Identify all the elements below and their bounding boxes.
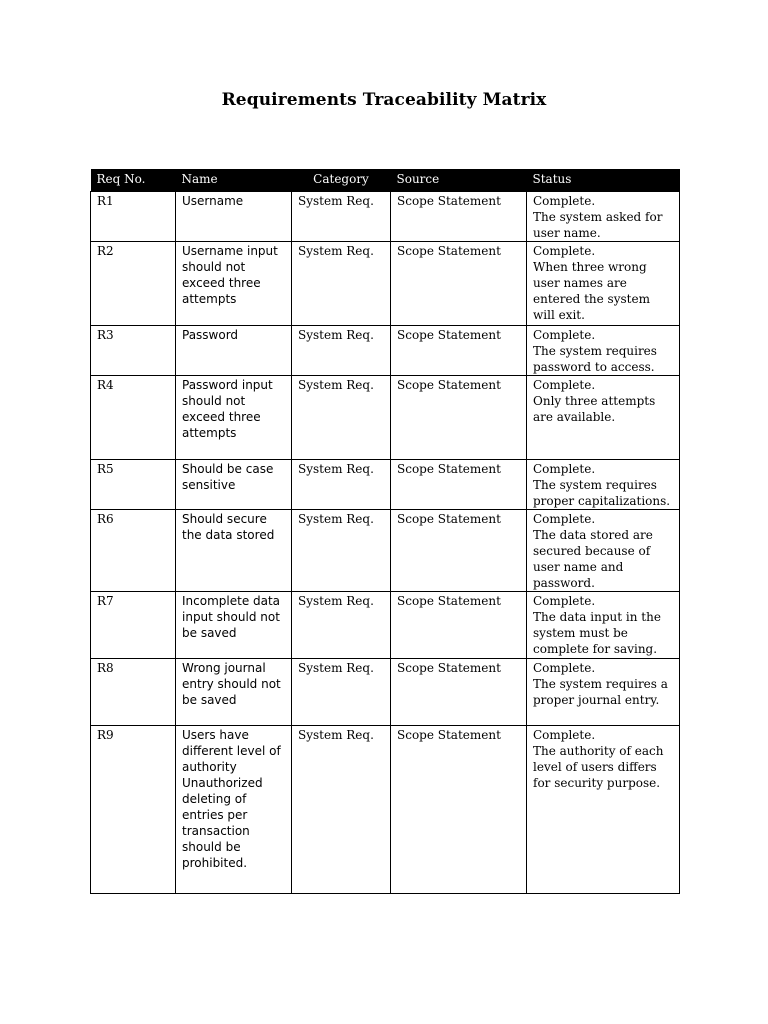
header-name: Name	[176, 169, 292, 192]
source-cell: Scope Statement	[391, 192, 527, 242]
req-no-cell: R4	[91, 376, 176, 460]
header-category: Category	[292, 169, 391, 192]
table-row	[91, 326, 680, 376]
source-cell: Scope Statement	[391, 726, 527, 894]
req-no-cell: R2	[91, 242, 176, 326]
req-no-cell: R1	[91, 192, 176, 242]
category-cell: System Req.	[292, 460, 391, 510]
name-cell: Username input should not exceed three attempts	[176, 242, 292, 326]
status-text: Complete. The system requires proper capitalizations.	[533, 462, 671, 508]
source-cell: Scope Statement	[391, 592, 527, 659]
table-row	[91, 460, 680, 510]
status-cell	[527, 726, 680, 894]
category-cell: System Req.	[292, 192, 391, 242]
name-cell: Should secure the data stored	[176, 510, 292, 592]
req-no-cell: R3	[91, 326, 176, 376]
header-req-no: Req No.	[91, 169, 176, 192]
name-cell: Username	[176, 192, 292, 242]
status-text: Complete. The data input in the system must be complete for saving.	[533, 594, 661, 656]
req-no-cell: R7	[91, 592, 176, 659]
table-row	[91, 192, 680, 242]
category-cell: System Req.	[292, 659, 391, 726]
header-source: Source	[391, 169, 527, 192]
category-cell: System Req.	[292, 726, 391, 894]
table-row	[91, 659, 680, 726]
req-no-cell: R9	[91, 726, 176, 894]
status-cell	[527, 192, 680, 242]
category-cell: System Req.	[292, 592, 391, 659]
name-cell: Wrong journal entry should not be saved	[176, 659, 292, 726]
table-row	[91, 510, 680, 592]
name-cell: Incomplete data input should not be saved	[176, 592, 292, 659]
source-cell: Scope Statement	[391, 659, 527, 726]
status-text: Complete. The authority of each level of users differs for security purpose.	[533, 728, 664, 790]
name-cell: Users have different level of authority Unauthorized deleting of entries per transaction should be prohibited.	[176, 726, 292, 894]
name-cell: Password	[176, 326, 292, 376]
status-cell	[527, 376, 680, 460]
status-cell	[527, 592, 680, 659]
category-cell: System Req.	[292, 326, 391, 376]
header-row	[91, 169, 680, 192]
status-cell	[527, 326, 680, 376]
table-row	[91, 726, 680, 894]
category-cell: System Req.	[292, 376, 391, 460]
table-row	[91, 376, 680, 460]
status-text: Complete. When three wrong user names are entered the system will exit.	[533, 244, 650, 322]
status-text: Complete. The data stored are secured because of user name and password.	[533, 512, 653, 590]
source-cell: Scope Statement	[391, 376, 527, 460]
status-cell	[527, 242, 680, 326]
category-cell: System Req.	[292, 242, 391, 326]
name-cell: Password input should not exceed three attempts	[176, 376, 292, 460]
req-no-cell: R5	[91, 460, 176, 510]
status-cell	[527, 460, 680, 510]
req-no-cell: R8	[91, 659, 176, 726]
status-text: Complete. The system asked for user name.	[533, 194, 663, 240]
header-status: Status	[527, 169, 680, 192]
status-text: Complete. The system requires a proper journal entry.	[533, 661, 668, 707]
table-row	[91, 242, 680, 326]
page-title: Requirements Traceability Matrix	[221, 90, 547, 110]
req-no-cell: R6	[91, 510, 176, 592]
status-cell	[527, 510, 680, 592]
status-text: Complete. The system requires password to access.	[533, 328, 657, 374]
source-cell: Scope Statement	[391, 460, 527, 510]
source-cell: Scope Statement	[391, 510, 527, 592]
category-cell: System Req.	[292, 510, 391, 592]
status-cell	[527, 659, 680, 726]
name-cell: Should be case sensitive	[176, 460, 292, 510]
traceability-table	[90, 169, 680, 894]
table-row	[91, 592, 680, 659]
source-cell: Scope Statement	[391, 326, 527, 376]
source-cell: Scope Statement	[391, 242, 527, 326]
status-text: Complete. Only three attempts are available.	[533, 378, 656, 424]
